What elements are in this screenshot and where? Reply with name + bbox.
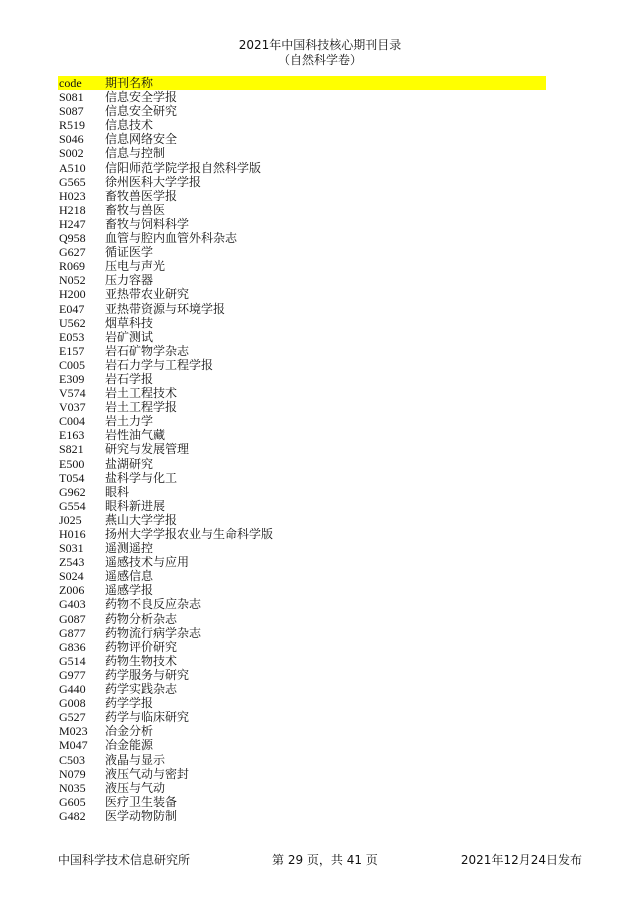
journal-name: 信息安全研究 [105, 104, 178, 119]
journal-code: C503 [59, 752, 86, 767]
table-row [58, 90, 546, 104]
journal-name: 药物不良反应杂志 [105, 597, 202, 612]
table-row [58, 287, 546, 301]
journal-name: 岩土力学 [105, 414, 154, 429]
table-row [58, 217, 546, 231]
table-row [58, 400, 546, 414]
journal-code: J025 [59, 512, 82, 527]
table-row [58, 189, 546, 203]
page-footer [0, 851, 640, 867]
journal-name: 岩石力学与工程学报 [105, 357, 214, 372]
journal-code: M047 [59, 738, 88, 753]
table-row [58, 781, 546, 795]
journal-code: G514 [59, 653, 86, 668]
journal-code: E163 [59, 428, 85, 443]
journal-code: H023 [59, 188, 86, 203]
table-row [58, 175, 546, 189]
table-row [58, 273, 546, 287]
journal-code: N052 [59, 273, 86, 288]
journal-code: H200 [59, 287, 86, 302]
table-row [58, 654, 546, 668]
journal-name: 循证医学 [105, 245, 154, 260]
table-row [58, 668, 546, 682]
journal-code: U562 [59, 315, 86, 330]
table-row [58, 555, 546, 569]
journal-code: M023 [59, 724, 88, 739]
journal-name: 研究与发展管理 [105, 442, 190, 457]
journal-code: S046 [59, 132, 84, 147]
journal-name: 畜牧与饲料科学 [105, 216, 190, 231]
journal-code: R069 [59, 259, 86, 274]
table-row [58, 499, 546, 513]
journal-name: 烟草科技 [105, 315, 154, 330]
journal-name: 亚热带资源与环境学报 [105, 301, 226, 316]
table-row [58, 710, 546, 724]
journal-name: 医疗卫生装备 [105, 794, 178, 809]
table-row [58, 513, 546, 527]
table-row [58, 612, 546, 626]
journal-name: 压力容器 [105, 273, 154, 288]
journal-code: G008 [59, 696, 86, 711]
journal-name: 畜牧兽医学报 [105, 188, 178, 203]
document-title: 2021年中国科技核心期刊目录 [238, 38, 402, 52]
journal-code: G565 [59, 174, 86, 189]
journal-name: 液压气动与密封 [105, 766, 190, 781]
journal-name: 盐湖研究 [105, 456, 154, 471]
journal-name: 药学实践杂志 [105, 682, 178, 697]
journal-code: C005 [59, 357, 86, 372]
table-row [58, 541, 546, 555]
table-row [58, 809, 546, 823]
document-subtitle: （自然科学卷） [277, 53, 362, 67]
journal-name: 亚热带农业研究 [105, 287, 190, 302]
table-row [58, 358, 546, 372]
table-body [58, 90, 546, 823]
journal-code: N035 [59, 780, 86, 795]
table-row [58, 597, 546, 611]
journal-name: 药学与临床研究 [105, 710, 190, 725]
journal-name: 药物流行病学杂志 [105, 625, 202, 640]
journal-code: G877 [59, 625, 86, 640]
journal-name: 信息网络安全 [105, 132, 178, 147]
journal-name: 冶金能源 [105, 738, 154, 753]
journal-name: 药物评价研究 [105, 639, 178, 654]
table-row [58, 583, 546, 597]
table-row [58, 132, 546, 146]
journal-name: 岩土工程学报 [105, 400, 178, 415]
journal-name: 血管与腔内血管外科杂志 [105, 231, 238, 246]
journal-name: 药物分析杂志 [105, 611, 178, 626]
journal-name: 盐科学与化工 [105, 470, 178, 485]
table-row [58, 146, 546, 160]
table-row [58, 682, 546, 696]
journal-code: G627 [59, 245, 86, 260]
journal-code: S024 [59, 569, 84, 584]
journal-name: 岩矿测试 [105, 329, 154, 344]
journal-name: 遥感学报 [105, 583, 154, 598]
column-header-code: code [59, 76, 82, 90]
journal-code: T054 [59, 470, 85, 485]
document-header [0, 38, 640, 68]
table-row [58, 485, 546, 499]
journal-name: 扬州大学学报农业与生命科学版 [105, 527, 274, 541]
journal-code: Z543 [59, 555, 85, 570]
journal-name: 药学服务与研究 [105, 667, 190, 682]
journal-code: E500 [59, 456, 85, 471]
journal-code: Z006 [59, 583, 85, 598]
table-row [58, 231, 546, 245]
table-row [58, 696, 546, 710]
journal-code: V574 [59, 386, 86, 401]
table-row [58, 344, 546, 358]
journal-name: 信息与控制 [105, 146, 166, 161]
journal-name: 遥感技术与应用 [105, 555, 190, 570]
table-row [58, 316, 546, 330]
journal-name: 畜牧与兽医 [105, 202, 166, 217]
journal-name: 液晶与显示 [105, 752, 166, 767]
journal-code: E157 [59, 343, 85, 358]
table-row [58, 302, 546, 316]
journal-name: 药物生物技术 [105, 653, 178, 668]
table-row [58, 767, 546, 781]
journal-name: 岩石矿物学杂志 [105, 343, 190, 358]
journal-name: 遥感信息 [105, 569, 154, 584]
journal-code: S081 [59, 90, 84, 105]
journal-name: 岩性油气藏 [105, 428, 166, 443]
journal-name: 岩土工程技术 [105, 386, 178, 401]
table-row [58, 372, 546, 386]
journal-table [58, 76, 546, 823]
table-row [58, 386, 546, 400]
journal-code: H016 [59, 527, 86, 541]
table-row [58, 457, 546, 471]
table-row [58, 640, 546, 654]
journal-code: Q958 [59, 231, 86, 246]
journal-code: G836 [59, 639, 86, 654]
journal-code: C004 [59, 414, 86, 429]
table-row [58, 330, 546, 344]
table-row [58, 795, 546, 809]
journal-name: 压电与声光 [105, 259, 166, 274]
journal-code: A510 [59, 160, 86, 175]
journal-name: 岩石学报 [105, 371, 154, 386]
journal-code: S821 [59, 442, 84, 457]
table-row [58, 569, 546, 583]
table-row [58, 724, 546, 738]
journal-code: G527 [59, 710, 86, 725]
journal-name: 眼科 [105, 484, 130, 499]
table-row [58, 626, 546, 640]
journal-code: R519 [59, 118, 86, 133]
table-row [58, 442, 546, 456]
journal-name: 药学学报 [105, 696, 154, 711]
journal-code: H247 [59, 216, 86, 231]
table-row [58, 245, 546, 259]
journal-name: 燕山大学学报 [105, 512, 178, 527]
journal-name: 信息安全学报 [105, 90, 178, 105]
journal-name: 眼科新进展 [105, 498, 166, 513]
footer-page-number: 第 29 页，共 41 页 [272, 853, 378, 867]
table-row [58, 738, 546, 752]
journal-code: G962 [59, 484, 86, 499]
journal-code: G554 [59, 498, 86, 513]
journal-code: G605 [59, 794, 86, 809]
column-header-name: 期刊名称 [105, 76, 154, 90]
table-row [58, 161, 546, 175]
journal-name: 遥测遥控 [105, 541, 154, 556]
footer-institution: 中国科学技术信息研究所 [58, 853, 191, 867]
journal-code: H218 [59, 202, 86, 217]
journal-code: V037 [59, 400, 86, 415]
journal-code: G087 [59, 611, 86, 626]
journal-code: G482 [59, 808, 86, 823]
journal-code: S031 [59, 541, 84, 556]
table-row [58, 753, 546, 767]
journal-name: 信阳师范学院学报自然科学版 [105, 160, 262, 175]
table-row [58, 414, 546, 428]
journal-code: G440 [59, 682, 86, 697]
journal-code: E053 [59, 329, 85, 344]
table-row [58, 203, 546, 217]
journal-code: N079 [59, 766, 86, 781]
table-row [58, 527, 546, 541]
table-header-row [58, 76, 546, 90]
journal-code: E309 [59, 371, 85, 386]
journal-name: 徐州医科大学学报 [105, 174, 202, 189]
table-row [58, 471, 546, 485]
journal-code: G403 [59, 597, 86, 612]
table-row [58, 428, 546, 442]
journal-name: 信息技术 [105, 118, 154, 133]
journal-name: 医学动物防制 [105, 808, 178, 823]
table-row [58, 259, 546, 273]
table-row [58, 104, 546, 118]
journal-name: 冶金分析 [105, 724, 154, 739]
journal-code: S087 [59, 104, 84, 119]
table-row [58, 118, 546, 132]
footer-release-date: 2021年12月24日发布 [460, 853, 582, 867]
journal-name: 液压与气动 [105, 780, 166, 795]
journal-code: G977 [59, 667, 86, 682]
journal-code: E047 [59, 301, 85, 316]
journal-code: S002 [59, 146, 84, 161]
